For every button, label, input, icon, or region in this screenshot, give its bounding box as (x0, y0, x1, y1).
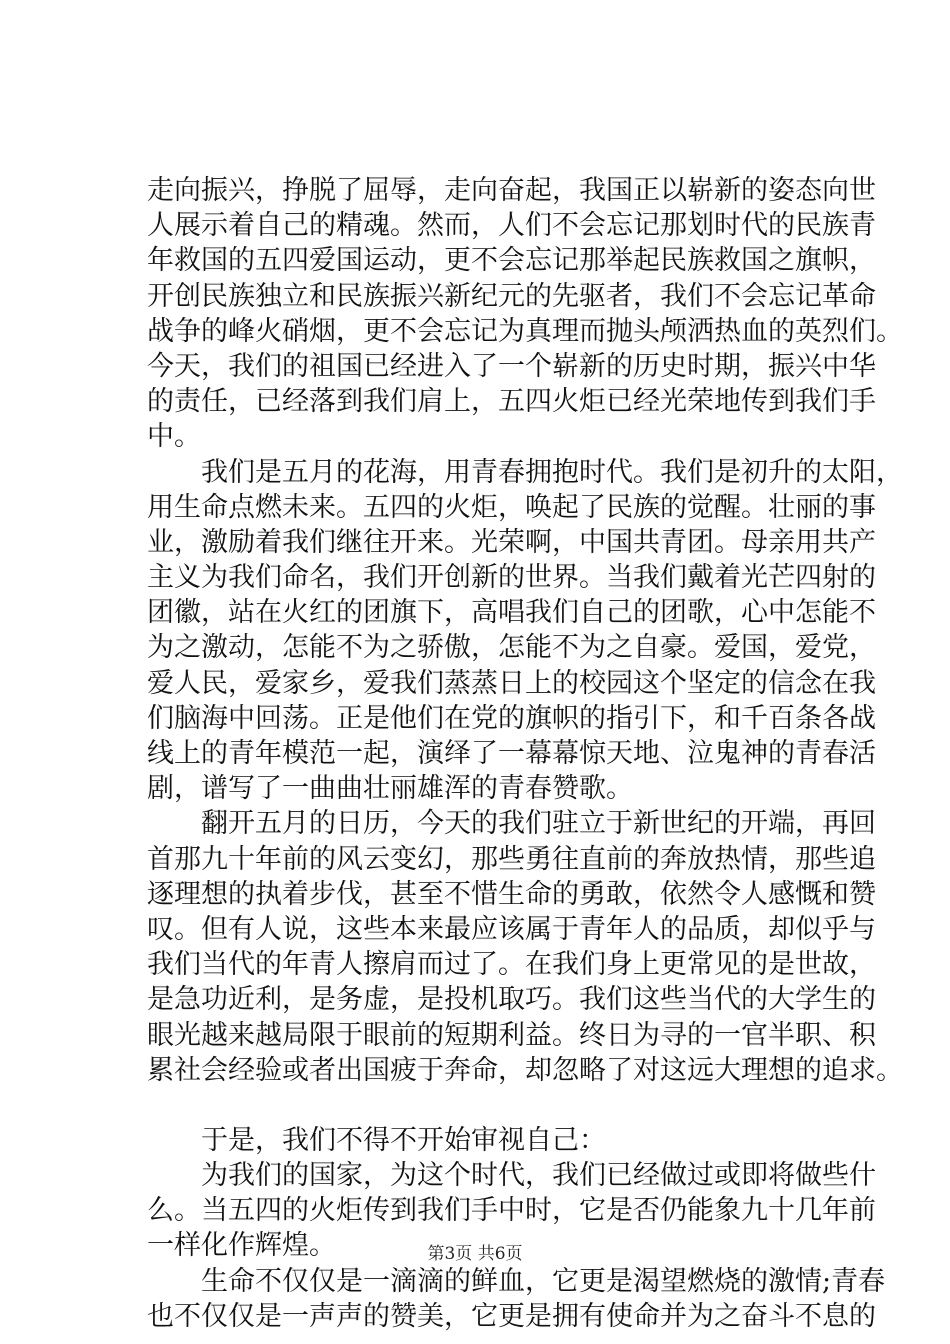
text-line: 战争的峰火硝烟，更不会忘记为真理而抛头颅洒热血的英烈们。 (147, 315, 903, 347)
text-line: 开创民族独立和民族振兴新纪元的先驱者，我们不会忘记革命 (147, 280, 876, 312)
text-line: 的责任，已经落到我们肩上，五四火炬已经光荣地传到我们手 (147, 386, 876, 418)
page-footer: 第3页 共6页 (427, 1244, 523, 1264)
text-line: 主义为我们命名，我们开创新的世界。当我们戴着光芒四射的 (147, 562, 876, 594)
text-line: 们脑海中回荡。正是他们在党的旗帜的指引下，和千百条各战 (147, 702, 876, 734)
paragraph-gap (147, 1088, 827, 1123)
text-line: 逐理想的执着步伐，甚至不惜生命的勇敢，依然令人感慨和赞 (147, 878, 876, 910)
text-line: 线上的青年模范一起，演绎了一幕幕惊天地、泣鬼神的青春活 (147, 738, 876, 769)
text-line: 团徽，站在火红的团旗下，高唱我们自己的团歌，心中怎能不 (147, 597, 876, 629)
text-line: 累社会经验或者出国疲于奔命，却忽略了对这远大理想的追求。 (147, 1054, 903, 1086)
text-block-1 (147, 173, 903, 1088)
text-line: 为我们的国家，为这个时代，我们已经做过或即将做些什 (147, 1160, 876, 1192)
text-line: 用生命点燃未来。五四的火炬，唤起了民族的觉醒。壮丽的事 (147, 491, 876, 523)
text-line: 我们是五月的花海，用青春拥抱时代。我们是初升的太阳， (147, 456, 903, 488)
document-body (147, 173, 903, 1334)
text-line: 叹。但有人说，这些本来最应该属于青年人的品质，却似乎与 (147, 913, 876, 945)
text-line: 眼光越来越局限于眼前的短期利益。终日为寻的一官半职、积 (147, 1019, 876, 1051)
text-line: 首那九十年前的风云变幻，那些勇往直前的奔放热情，那些追 (147, 843, 876, 875)
text-line: 剧，谱写了一曲曲壮丽雄浑的青春赞歌。 (147, 773, 633, 805)
text-line: 今天，我们的祖国已经进入了一个崭新的历史时期，振兴中华 (147, 350, 876, 382)
text-line: 爱人民，爱家乡，爱我们蒸蒸日上的校园这个坚定的信念在我 (147, 667, 876, 699)
text-line: 业，激励着我们继往开来。光荣啊，中国共青团。母亲用共产 (147, 526, 876, 558)
text-line: 也不仅仅是一声声的赞美，它更是拥有使命并为之奋斗不息的 (147, 1300, 876, 1332)
text-line: 么。当五四的火炬传到我们手中时，它是否仍能象九十几年前 (147, 1195, 876, 1227)
text-line: 中。 (147, 421, 201, 453)
text-line: 人展示着自己的精魂。然而，人们不会忘记那划时代的民族青 (147, 210, 876, 242)
text-block-2 (147, 1123, 886, 1334)
text-line: 翻开五月的日历，今天的我们驻立于新世纪的开端，再回 (147, 808, 876, 840)
text-line: 于是，我们不得不开始审视自己： (147, 1124, 606, 1156)
text-line: 是急功近利，是务虚，是投机取巧。我们这些当代的大学生的 (147, 984, 876, 1016)
text-line: 为之激动，怎能不为之骄傲，怎能不为之自豪。爱国，爱党， (147, 632, 876, 664)
text-line: 走向振兴，挣脱了屈辱，走向奋起，我国正以崭新的姿态向世 (147, 175, 876, 206)
text-line: 生命不仅仅是一滴滴的鲜血，它更是渴望燃烧的激情;青春 (147, 1265, 886, 1297)
text-line: 一样化作辉煌。 (147, 1230, 336, 1262)
text-line: 年救国的五四爱国运动，更不会忘记那举起民族救国之旗帜， (147, 245, 876, 277)
text-line: 我们当代的年青人擦肩而过了。在我们身上更常见的是世故， (147, 949, 876, 981)
